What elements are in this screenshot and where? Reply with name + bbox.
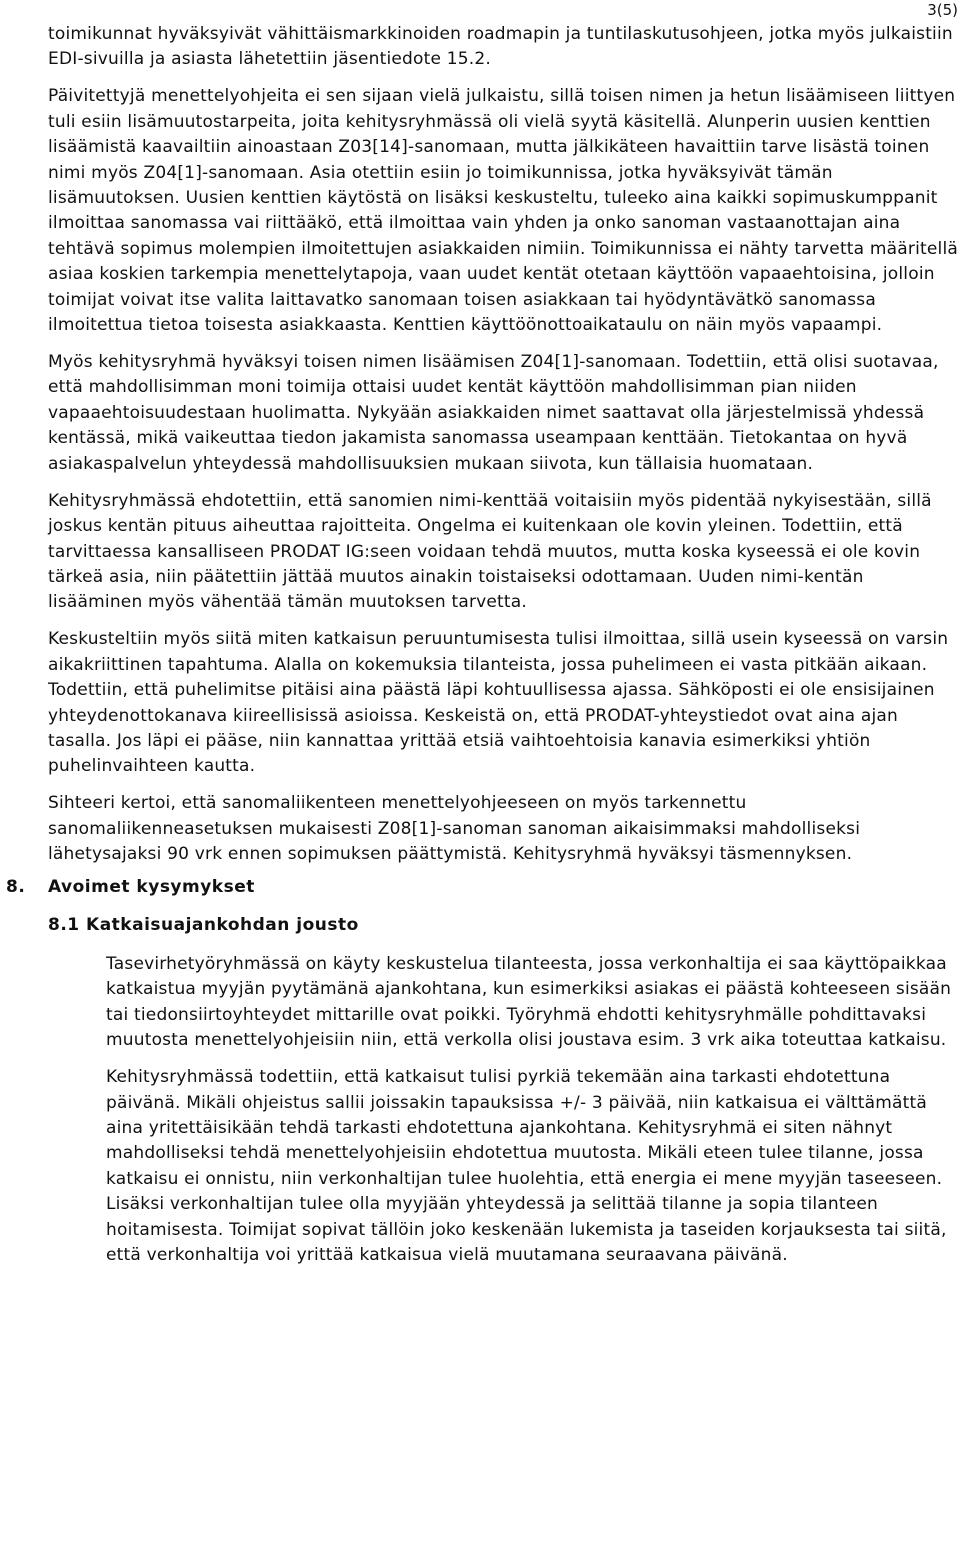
section-heading-open-questions: [6, 875, 958, 900]
paragraph-updated-guidelines: Päivitettyjä menettelyohjeita ei sen sijaan vielä julkaistu, sillä toisen nimen ja hetun lisäämiseen liittyen tuli esiin lisämuutostarpeita, joita kehitysryhmässä oli vielä syytä käsitellä. Alunperin uusien kenttien lisäämistä kaavailtiin ainoastaan Z03[14]-sanomaan, mutta jälkikäteen havaittiin tarve lisästä toinen nimi myös Z04[1]-sanomaan. Asia otettiin esiin jo toimikunnissa, jotka hyväksyivät tämän lisämuutoksen. Uusien kenttien käytöstä on lisäksi keskusteltu, tuleeko aina kaikki sopimuskumppanit ilmoittaa sanomassa vai riittääkö, että ilmoittaa vain yhden ja onko sanoman vastaanottajan aina tehtävä sopimus molempien ilmoitettujen asiakkaiden nimiin. Toimikunnissa ei nähty tarvetta määritellä asiaa koskien tarkempia menettelytapoja, vaan uudet kentät otetaan käyttöön vapaaehtoisina, jolloin toimijat voivat itse valita laittavatko sanomaan toisen asiakkaan tai hyödyntävätkö sanomassa ilmoitettua tietoa toisesta asiakkaasta. Kenttien käyttöönottoaikataulu on näin myös vapaampi.: [48, 86, 958, 336]
paragraph-name-field: Kehitysryhmässä ehdotettiin, että sanomien nimi-kenttää voitaisiin myös pidentää nykyisestään, sillä joskus kentän pituus aiheuttaa rajoitteita. Ongelma ei kuitenkaan ole kovin yleinen. Todettiin, että tarvittaessa kansalliseen PRODAT IG:seen voidaan tehdä muutos, mutta koska kyseessä ei ole kovin tärkeä asia, niin päätettiin jättää muutos ainakin toistaiseksi odottamaan. Uuden nimi-kentän lisääminen myös vähentää tämän muutoksen tarvetta.: [48, 490, 932, 613]
subsection-heading-disconnection-flex: 8.1 Katkaisuajankohdan jousto: [48, 914, 359, 935]
paragraph-second-name: Myös kehitysryhmä hyväksyi toisen nimen lisäämisen Z04[1]-sanomaan. Todettiin, että olisi suotavaa, että mahdollisimman moni toimija ottaisi uudet kentät käyttöön mahdollisimman pian niiden vapaaehtoisuudestaan huolimatta. Nykyään asiakkaiden nimet saattavat olla järjestelmissä yhdessä kentässä, mikä vaikeuttaa tiedon jakamista sanomassa useampaan kenttään. Tietokantaa on hyvä asiakaspalvelun yhteydessä mahdollisuuksien mukaan siivota, kun tällaisia huomataan.: [48, 352, 939, 474]
page-number: 3(5): [927, 1, 958, 19]
paragraph-secretary: Sihteeri kertoi, että sanomaliikenteen menettelyohjeeseen on myös tarkennettu sanomaliikenneasetuksen mukaisesti Z08[1]-sanoman sanoman aikaisimmaksi mahdolliseksi lähetysajaksi 90 vrk ennen sopimuksen päättymistä. Kehitysryhmä hyväksyi täsmennyksen.: [48, 793, 861, 865]
document-body: [6, 22, 958, 1280]
paragraph-disconnection-cancel: Keskusteltiin myös siitä miten katkaisun peruuntumisesta tulisi ilmoittaa, sillä usein kyseessä on varsin aikakriittinen tapahtuma. Alalla on kokemuksia tilanteista, jossa puhelimeen ei vasta pitkään aikaan. Todettiin, että puhelimitse pitäisi aina päästä läpi kohtuullisessa ajassa. Sähköposti ei ole ensisijainen yhteydenottokanava kiireellisissä asioissa. Keskeistä on, että PRODAT-yhteystiedot ovat aina ajan tasalla. Jos läpi ei pääse, niin kannattaa yrittää etsiä vaihtoehtoisia kanavia esimerkiksi yhtiön puhelinvaihteen kautta.: [48, 629, 949, 777]
section-number: 8.: [6, 877, 26, 898]
paragraph-balance-error-group: Tasevirhetyöryhmässä on käyty keskustelua tilanteesta, jossa verkonhaltija ei saa käyttöpaikkaa katkaistua myyjän pyytämänä ajankohtana, kun esimerkiksi asiakas ei päästä kohteeseen sisään tai tiedonsiirtoyhteydet mittarille ovat poikki. Työryhmä ehdotti kehitysryhmälle pohdittavaksi muutosta menettelyohjeisiin niin, että verkolla olisi joustava esim. 3 vrk aika toteuttaa katkaisu.: [106, 953, 952, 1051]
paragraph-roadmap: toimikunnat hyväksyivät vähittäismarkkinoiden roadmapin ja tuntilaskutusohjeen, jotka myös julkaistiin EDI-sivuilla ja asiasta lähetettiin jäsentiedote 15.2.: [48, 24, 953, 70]
section-title: Avoimet kysymykset: [48, 877, 255, 898]
paragraph-development-group: Kehitysryhmässä todettiin, että katkaisut tulisi pyrkiä tekemään aina tarkasti ehdotettuna päivänä. Mikäli ohjeistus sallii joissakin tapauksissa +/- 3 päivää, niin katkaisua ei välttämättä aina yritettäisikään tehdä tarkasti ehdotettuna ajankohtana. Kehitysryhmä ei siten nähnyt mahdolliseksi tehdä menettelyohjeisiin ehdotettua muutosta. Mikäli eteen tulee tilanne, jossa katkaisu ei onnistu, niin verkonhaltijan tulee huolehtia, että energia ei mene myyjän taseeseen. Lisäksi verkonhaltijan tulee olla myyjään yhteydessä ja selittää tilanne ja sopia tilanteen hoitamisesta. Toimijat sopivat tällöin joko keskenään lukemista ja taseiden korjauksesta tai siitä, että verkonhaltija voi yrittää katkaisua vielä muutamana seuraavana päivänä.: [106, 1067, 947, 1266]
